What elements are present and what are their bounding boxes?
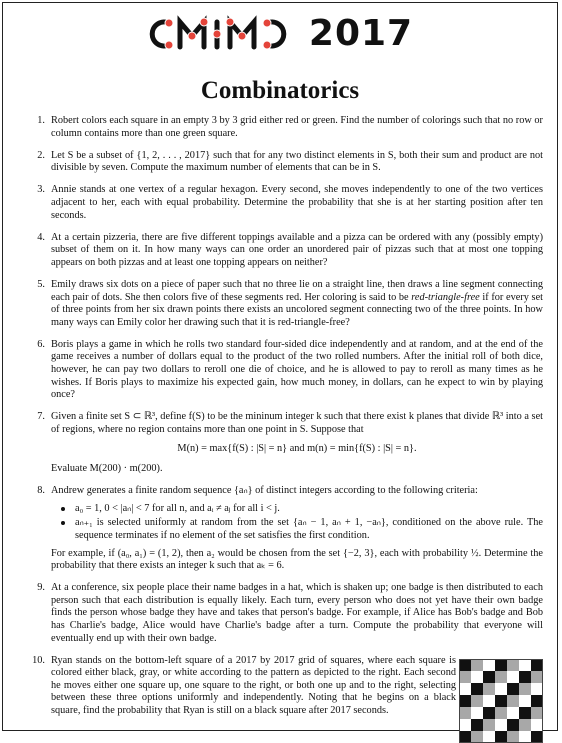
- problem-number: 5.: [37, 278, 45, 290]
- grid-cell: [459, 659, 471, 671]
- grid-cell: [471, 695, 483, 707]
- grid-cell: [495, 707, 507, 719]
- grid-cell: [531, 707, 543, 719]
- grid-cell: [483, 707, 495, 719]
- grid-cell: [459, 707, 471, 719]
- grid-cell: [483, 719, 495, 731]
- problem-number: 7.: [37, 411, 45, 423]
- grid-cell: [459, 695, 471, 707]
- criteria-list: [51, 503, 543, 543]
- cmimc-logo-mark: [147, 14, 297, 54]
- grid-cell: [471, 659, 483, 671]
- grid-cell: [531, 671, 543, 683]
- display-equation: M(n) = max{f(S) : |S| = n} and m(n) = min{f(S) : |S| = n}.: [177, 443, 417, 455]
- grid-cell: [459, 683, 471, 695]
- grid-cell: [507, 671, 519, 683]
- problem-text: At a conference, six people place their name badges in a hat, which is shaken up; one badge is then distributed to each person such that each distribution is equally likely. Each turn, every person who does not yet have their own badge finds the person whose badge they have and takes that person's badge. For example, if Alice has Bob's badge and Bob has Charlie's badge, Alice would have Charlie's badge after a turn. Compute the probability that everyone will eventually end up with their own badge.: [51, 582, 543, 644]
- criteria-item: a₀ = 1, 0 < |aₙ| < 7 for all n, and aᵢ ≠ aⱼ for all i < j.: [51, 503, 543, 516]
- criteria-item: aₙ₊₁ is selected uniformly at random from the set {aₙ − 1, aₙ + 1, −aₙ}, conditioned on the above rule. The sequence terminates if no element of the set satisfies the first condition.: [51, 517, 543, 542]
- page-title: Combinatorics: [200, 77, 360, 104]
- page: [2, 2, 558, 731]
- problem-number: 9.: [37, 582, 45, 594]
- grid-cell: [495, 671, 507, 683]
- grid-cell: [495, 719, 507, 731]
- grid-cell: [507, 659, 519, 671]
- grid-cell: [495, 695, 507, 707]
- problem-2: [23, 150, 543, 175]
- problem-text: Boris plays a game in which he rolls two standard four-sided dice independently and at random, and at the end of the game receives a number of dollars equal to the product of the two rolled numbers. After the initial roll of both dice, however, he can pay two dollars to reroll one die of choice, and he is allowed to pay to reroll as many times as he wishes. If Boris plays to maximize his expected gain, how much money, in dollars, can he expect to win by playing once?: [51, 338, 543, 401]
- problem-text: Robert colors each square in an empty 3 by 3 grid either red or green. Find the number of colorings such that no row or column contains more than one green square.: [51, 115, 543, 139]
- problem-number: 6.: [37, 338, 45, 350]
- grid-cell: [507, 707, 519, 719]
- grid-cell: [519, 731, 531, 743]
- cmimc-logo: [3, 11, 557, 57]
- logo-year: 2017: [308, 13, 414, 54]
- grid-cell: [471, 719, 483, 731]
- problem-number: 2.: [37, 149, 45, 161]
- grid-cell: [495, 731, 507, 743]
- problem-term: red-triangle-free: [411, 291, 480, 303]
- grid-cell: [459, 731, 471, 743]
- problem-followup: Evaluate M(200) · m(200).: [51, 463, 163, 475]
- grid-cell: [471, 731, 483, 743]
- grid-cell: [519, 683, 531, 695]
- problem-7: [23, 411, 543, 475]
- grid-cell: [483, 695, 495, 707]
- grid-cell: [507, 695, 519, 707]
- grid-cell: [519, 671, 531, 683]
- grid-cell: [507, 731, 519, 743]
- grid-cell: [495, 683, 507, 695]
- grid-cell: [531, 683, 543, 695]
- problem-5: [23, 279, 543, 329]
- grid-cell: [483, 683, 495, 695]
- problem-8: [23, 485, 543, 573]
- grid-cell: [519, 719, 531, 731]
- problem-list: [23, 115, 543, 727]
- problem-followup: For example, if (a₀, a₁) = (1, 2), then a₂ would be chosen from the set {−2, 3}, each with probability ½. Determine the probability that there exists an integer k such that aₖ = 6.: [51, 547, 543, 572]
- problem-number: 1.: [37, 115, 45, 126]
- grid-cell: [483, 731, 495, 743]
- grid-cell: [471, 707, 483, 719]
- problem-6: [23, 339, 543, 402]
- problem-text: Let S be a subset of {1, 2, . . . , 2017} such that for any two distinct elements in S, both their sum and product are not divisible by seven. Compute the maximum number of elements that can be in S.: [51, 149, 543, 174]
- grid-cell: [519, 695, 531, 707]
- problem-text: Given a finite set S ⊂ ℝ³, define f(S) to be the mininum integer k such that there exist k planes that divide ℝ³ into a set of regions, where no region contains more than one point in S. Suppose that: [51, 411, 543, 435]
- grid-cell: [531, 695, 543, 707]
- problem-text-part: if for every set of three points from her six drawn points there exists an uncolored segment connecting two of the three points. In how many ways can Emily color her drawing such that it is red-triangle-free?: [51, 291, 543, 328]
- problem-number: 8.: [37, 485, 45, 497]
- problem-text: At a certain pizzeria, there are five different toppings available and a pizza can be ordered with any (possibly empty) subset of them on it. In how many ways can one order an unordered pair of pizzas such that at most one topping appears on both pizzas and at least one topping appears on neither?: [51, 231, 543, 268]
- grid-cell: [507, 683, 519, 695]
- problem-9: [23, 582, 543, 645]
- problem-1: [23, 115, 543, 140]
- grid-cell: [459, 719, 471, 731]
- colored-grid-figure: [459, 659, 543, 743]
- problem-number: 10.: [32, 654, 45, 666]
- problem-number: 3.: [37, 184, 45, 196]
- grid-cell: [519, 707, 531, 719]
- grid-cell: [459, 671, 471, 683]
- problem-10: [23, 655, 543, 718]
- grid-cell: [531, 731, 543, 743]
- problem-4: [23, 232, 543, 270]
- grid-cell: [519, 659, 531, 671]
- problem-3: [23, 184, 543, 222]
- grid-cell: [483, 659, 495, 671]
- grid-cell: [531, 659, 543, 671]
- grid-cell: [483, 671, 495, 683]
- grid-cell: [531, 719, 543, 731]
- grid-cell: [471, 683, 483, 695]
- problem-text-part: Emily draws six dots on a piece of paper such that no three lie on a straight line, then draws a line segment connecting each pair of dots. She then colors five of these segments red. Her coloring is said to be: [51, 278, 543, 303]
- problem-number: 4.: [37, 231, 45, 243]
- problem-text: [51, 279, 543, 329]
- grid-cell: [507, 719, 519, 731]
- problem-text: Andrew generates a finite random sequence {aₙ} of distinct integers according to the following criteria:: [51, 485, 478, 497]
- grid-cell: [471, 671, 483, 683]
- grid-cell: [495, 659, 507, 671]
- problem-text: Annie stands at one vertex of a regular hexagon. Every second, she moves independently to one of the two vertices adjacent to her, each with equal probability. Determine the probability that she is at her starting position after ten seconds.: [51, 184, 543, 221]
- problem-text: Ryan stands on the bottom-left square of a 2017 by 2017 grid of squares, where each square is colored either black, gray, or white according to the pattern as depicted to the right. Each second he moves either one square up, one square to the right, or both one up and to the right, selecting between these three options uniformly and independently. Noting that he begins on a black square, find the probability that Ryan is still on a black square after 2017 seconds.: [51, 654, 456, 717]
